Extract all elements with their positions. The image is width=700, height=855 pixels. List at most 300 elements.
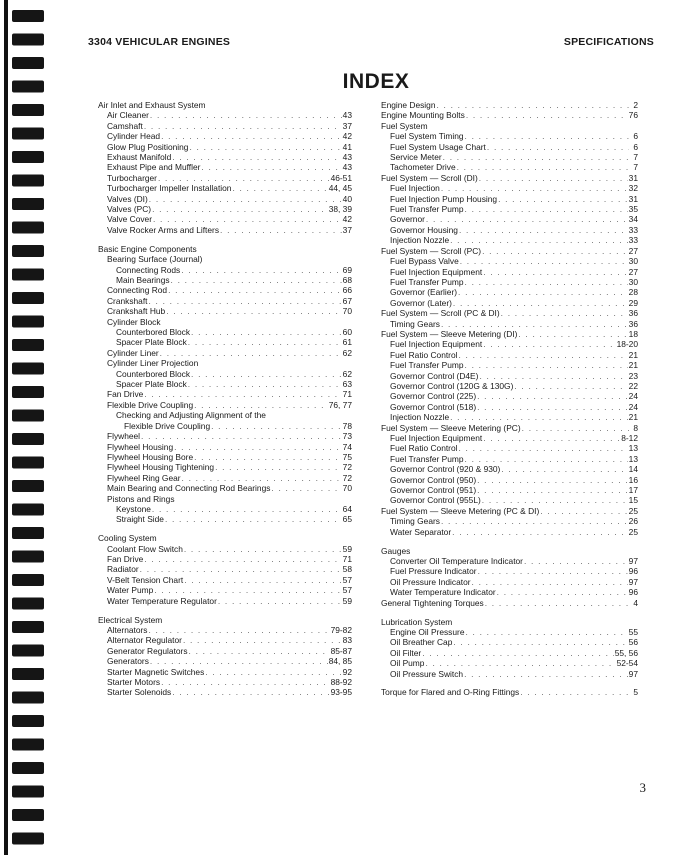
leader-dots xyxy=(518,329,627,339)
index-entry-page: 83 xyxy=(342,635,352,646)
index-entry xyxy=(381,381,638,391)
index-entry-page: 42 xyxy=(342,214,352,225)
index-entry xyxy=(98,656,352,666)
index-entry-label: Service Meter xyxy=(390,152,442,163)
leader-dots xyxy=(150,110,342,120)
leader-dots xyxy=(514,381,627,391)
index-entry xyxy=(98,442,352,452)
index-entry-label: Cylinder Liner Projection xyxy=(107,358,199,369)
index-entry-label: Oil Pump xyxy=(390,658,425,669)
index-entry-page: 7 xyxy=(633,152,638,163)
index-entry xyxy=(98,564,352,574)
index-entry-label: Main Bearings xyxy=(116,275,170,285)
leader-dots xyxy=(477,485,628,495)
index-entry-page: 18 xyxy=(628,328,638,339)
index-entry-page: 66 xyxy=(342,285,352,296)
index-entry xyxy=(98,585,352,595)
leader-dots xyxy=(149,296,342,306)
leader-dots xyxy=(472,577,628,587)
leader-dots xyxy=(141,431,342,441)
index-entry-label: Crankshaft xyxy=(107,295,148,306)
index-entry-label: Oil Filter xyxy=(390,647,422,658)
index-entry-label: Flexible Drive Coupling xyxy=(107,399,194,410)
index-entry-label: Fan Drive xyxy=(107,389,144,400)
index-entry xyxy=(98,431,352,441)
leader-dots xyxy=(158,173,330,183)
leader-dots xyxy=(194,400,328,410)
index-entry-label: Governor Control (225) xyxy=(390,391,477,402)
index-entry xyxy=(98,483,352,493)
leader-dots xyxy=(165,514,342,524)
index-entry-label: Flywheel Housing xyxy=(107,441,174,452)
index-entry-label: Cylinder Block xyxy=(107,316,161,327)
index-entry xyxy=(98,615,352,625)
index-entry xyxy=(98,173,352,183)
index-entry xyxy=(98,421,352,431)
index-entry-page: 70 xyxy=(342,483,352,494)
leader-dots xyxy=(144,554,341,564)
index-entry-label: Alternators xyxy=(107,625,148,635)
index-entry-page: 58 xyxy=(342,564,352,575)
index-entry-page: 2 xyxy=(633,100,638,110)
leader-dots xyxy=(201,162,341,172)
index-entry xyxy=(381,648,638,658)
index-entry-label: Water Separator xyxy=(390,526,452,537)
index-entry-label: Fuel Transfer Pump xyxy=(390,360,464,371)
index-entry-page: 69 xyxy=(342,264,352,275)
index-entry xyxy=(98,204,352,214)
index-entry-page: 61 xyxy=(342,337,352,348)
index-entry-label: Oil Breather Cap xyxy=(390,637,453,648)
index-entry xyxy=(98,358,352,368)
index-entry-label: Fuel System — Scroll (PC) xyxy=(381,245,482,256)
binding-ring xyxy=(12,104,44,116)
leader-dots xyxy=(160,348,342,358)
leader-dots xyxy=(453,298,628,308)
index-entry-page: 55 xyxy=(628,626,638,637)
index-entry-label: Engine Mounting Bolts xyxy=(381,110,465,121)
leader-dots xyxy=(218,596,342,606)
index-entry-page: 41 xyxy=(342,141,352,152)
index-entry xyxy=(98,452,352,462)
index-entry-page: 14 xyxy=(628,464,638,475)
leader-dots xyxy=(477,402,628,412)
leader-dots xyxy=(422,648,614,658)
leader-dots xyxy=(144,389,341,399)
binding-ring xyxy=(12,762,44,774)
binding-ring xyxy=(12,598,44,610)
index-entry-page: 27 xyxy=(628,245,638,256)
index-entry xyxy=(381,516,638,526)
index-entry-page: 30 xyxy=(628,256,638,267)
leader-dots xyxy=(154,585,341,595)
leader-dots xyxy=(149,625,330,635)
leader-dots xyxy=(149,194,342,204)
index-entry xyxy=(381,443,638,453)
index-entry-label: Water Temperature Regulator xyxy=(107,595,217,606)
binding-ring xyxy=(12,574,44,586)
index-entry xyxy=(98,306,352,316)
index-column-right xyxy=(381,100,638,698)
index-entry-label: Exhaust Pipe and Muffler xyxy=(107,162,201,173)
leader-dots xyxy=(215,462,342,472)
leader-dots xyxy=(498,194,628,204)
index-entry-label: Pistons and Rings xyxy=(107,493,175,504)
leader-dots xyxy=(182,473,342,483)
leader-dots xyxy=(483,433,620,443)
index-entry xyxy=(381,162,638,172)
binding-ring xyxy=(12,551,44,563)
index-entry-label: Lubrication System xyxy=(381,616,453,627)
index-entry xyxy=(381,627,638,637)
binding-ring xyxy=(12,292,44,304)
index-entry-label: Flywheel Housing Tightening xyxy=(107,462,215,473)
index-entry-label: Turbocharger xyxy=(107,172,157,183)
index-entry xyxy=(98,194,352,204)
index-entry-page: 44, 45 xyxy=(328,183,352,194)
leader-dots xyxy=(220,225,342,235)
leader-dots xyxy=(140,564,342,574)
index-entry-label: Valves (DI) xyxy=(107,193,148,204)
index-entry xyxy=(381,360,638,370)
index-entry-page: 42 xyxy=(342,131,352,142)
index-entry-label: Air Cleaner xyxy=(107,110,149,121)
index-entry-label: Governor Control (920 & 930) xyxy=(390,464,501,475)
index-entry-label: Spacer Plate Block xyxy=(116,337,187,348)
binding-ring xyxy=(12,715,44,727)
index-entry-page: 13 xyxy=(628,443,638,454)
index-entry xyxy=(381,475,638,485)
index-entry xyxy=(98,687,352,697)
index-entry-label: Injection Nozzle xyxy=(390,235,450,246)
leader-dots xyxy=(205,667,341,677)
leader-dots xyxy=(172,687,329,697)
index-entry-page: 15 xyxy=(628,495,638,506)
leader-dots xyxy=(457,162,629,172)
page-number: 3 xyxy=(639,780,646,795)
header-title: 3304 VEHICULAR ENGINES xyxy=(88,36,231,48)
leader-dots xyxy=(465,277,628,287)
index-entry-page: 27 xyxy=(628,266,638,277)
leader-dots xyxy=(271,483,341,493)
index-entry xyxy=(381,391,638,401)
index-entry-page: 7 xyxy=(633,162,638,173)
index-entry-page: 64 xyxy=(342,503,352,514)
index-entry xyxy=(98,410,352,420)
index-entry-label: Electrical System xyxy=(98,614,163,625)
index-entry-page: 28 xyxy=(628,287,638,298)
index-entry xyxy=(98,667,352,677)
index-entry-page: 8 xyxy=(633,422,638,433)
leader-dots xyxy=(478,566,628,576)
binding-ring xyxy=(12,692,44,704)
binding-ring xyxy=(12,316,44,328)
index-entry-label: Governor Control (955L) xyxy=(390,495,481,506)
index-entry-page: 46-51 xyxy=(330,172,352,183)
index-entry xyxy=(98,244,352,254)
index-entry xyxy=(98,131,352,141)
leader-dots xyxy=(152,204,328,214)
index-entry-label: Valve Rocker Arms and Lifters xyxy=(107,224,220,235)
index-entry-label: Fuel Injection Equipment xyxy=(390,433,483,443)
index-entry-page: 36 xyxy=(628,318,638,329)
index-entry-page: 76 xyxy=(628,110,638,121)
leader-dots xyxy=(477,475,628,485)
index-entry xyxy=(381,556,638,566)
index-entry-page: 55, 56 xyxy=(614,647,638,658)
index-entry-label: V-Belt Tension Chart xyxy=(107,574,184,585)
index-entry xyxy=(381,464,638,474)
index-entry xyxy=(98,142,352,152)
index-entry xyxy=(98,504,352,514)
index-entry-label: Alternator Regulator xyxy=(107,635,182,646)
index-entry xyxy=(381,246,638,256)
leader-dots xyxy=(441,516,628,526)
index-entry-label: Oil Pressure Switch xyxy=(390,668,464,679)
index-entry-label: Valves (PC) xyxy=(107,204,152,215)
index-entry xyxy=(381,194,638,204)
leader-dots xyxy=(460,256,628,266)
binding-ring xyxy=(12,410,44,422)
index-entry-page: 33 xyxy=(628,235,638,246)
index-entry xyxy=(381,371,638,381)
index-entry xyxy=(98,317,352,327)
index-entry xyxy=(381,225,638,235)
leader-dots xyxy=(183,635,342,645)
leader-dots xyxy=(483,267,627,277)
leader-dots xyxy=(465,627,627,637)
index-entry xyxy=(98,100,352,110)
index-entry-page: 78 xyxy=(342,420,352,431)
index-entry-page: 71 xyxy=(342,389,352,400)
index-entry-page: 71 xyxy=(342,554,352,565)
index-entry-label: Gauges xyxy=(381,545,411,556)
index-entry xyxy=(381,131,638,141)
index-entry xyxy=(381,152,638,162)
index-entry-page: 72 xyxy=(342,472,352,483)
leader-dots xyxy=(520,687,629,697)
index-entry-page: 23 xyxy=(628,370,638,381)
leader-dots xyxy=(191,369,342,379)
index-entry xyxy=(98,121,352,131)
leader-dots xyxy=(161,677,330,687)
index-entry xyxy=(98,214,352,224)
index-entry-label: Timing Gears xyxy=(390,318,440,329)
index-entry-page: 8-12 xyxy=(621,433,638,443)
index-entry-page: 25 xyxy=(628,526,638,537)
index-entry-label: Camshaft xyxy=(107,120,143,131)
index-entry-label: Fuel Injection Pump Housing xyxy=(390,193,498,204)
index-column-left xyxy=(98,100,352,698)
index-entry-label: Fuel Injection Equipment xyxy=(390,339,483,350)
binding-ring xyxy=(12,739,44,751)
index-entry-page: 37 xyxy=(342,120,352,131)
index-entry-label: Starter Solenoids xyxy=(107,687,172,698)
index-entry xyxy=(381,110,638,120)
index-entry xyxy=(381,142,638,152)
index-entry-page: 6 xyxy=(633,141,638,152)
index-entry-page: 13 xyxy=(628,453,638,464)
index-entry xyxy=(381,454,638,464)
index-entry xyxy=(98,379,352,389)
index-entry-page: 24 xyxy=(628,401,638,412)
index-entry-label: Governor (Later) xyxy=(390,297,452,308)
index-entry-page: 31 xyxy=(628,193,638,204)
binding-ring xyxy=(12,645,44,657)
index-entry xyxy=(98,275,352,285)
index-entry-label: Spacer Plate Block xyxy=(116,379,187,390)
spiral-binding xyxy=(0,0,56,855)
binding-ring xyxy=(12,57,44,69)
index-entry xyxy=(98,554,352,564)
leader-dots xyxy=(443,152,629,162)
index-entry-label: Fuel System Timing xyxy=(390,131,464,142)
index-entry-page: 43 xyxy=(342,152,352,163)
index-entry-page: 59 xyxy=(342,543,352,554)
leader-dots xyxy=(184,575,341,585)
index-entry xyxy=(381,214,638,224)
index-entry-label: Water Temperature Indicator xyxy=(390,587,496,598)
index-entry-label: Main Bearing and Connecting Rod Bearings xyxy=(107,483,271,494)
index-entry-label: Fuel System — Sleeve Metering (DI) xyxy=(381,328,518,339)
index-entry xyxy=(98,337,352,347)
index-entry-label: Governor Control (D4E) xyxy=(390,370,479,381)
index-entry-label: Flywheel Ring Gear xyxy=(107,472,181,483)
index-entry-page: 93-95 xyxy=(330,687,352,698)
index-entry xyxy=(98,544,352,554)
leader-dots xyxy=(466,110,628,120)
index-entry-label: Turbocharger Impeller Installation xyxy=(107,183,232,194)
index-entry-label: Valve Cover xyxy=(107,214,152,225)
leader-dots xyxy=(453,637,627,647)
binding-ring xyxy=(12,809,44,821)
binding-ring xyxy=(12,34,44,46)
index-entry-label: Engine Oil Pressure xyxy=(390,626,465,637)
index-entry-label: Fan Drive xyxy=(107,554,144,565)
index-entry-page: 97 xyxy=(628,576,638,587)
index-entry xyxy=(381,402,638,412)
index-entry-label: Exhaust Manifold xyxy=(107,152,172,163)
index-entry-label: Glow Plug Positioning xyxy=(107,141,189,152)
index-entry-page: 97 xyxy=(628,555,638,566)
index-entry-page: 37 xyxy=(342,224,352,235)
index-entry xyxy=(98,533,352,543)
index-entry-label: Fuel System — Sleeve Metering (PC) xyxy=(381,422,521,433)
index-entry-label: Bearing Surface (Journal) xyxy=(107,254,203,265)
index-entry-page: 21 xyxy=(628,360,638,371)
index-entry-label: Fuel Bypass Valve xyxy=(390,256,459,267)
leader-dots xyxy=(465,360,628,370)
binding-ring xyxy=(12,786,44,798)
index-entry-label: Counterbored Block xyxy=(116,368,191,379)
index-entry-label: Fuel Ratio Control xyxy=(390,443,458,454)
leader-dots xyxy=(522,423,629,433)
index-entry-label: Fuel Transfer Pump xyxy=(390,453,464,464)
index-entry xyxy=(381,100,638,110)
index-entry-page: 97 xyxy=(628,668,638,679)
leader-dots xyxy=(479,371,627,381)
binding-ring xyxy=(12,175,44,187)
index-entry xyxy=(381,669,638,679)
leader-dots xyxy=(501,464,627,474)
index-entry xyxy=(98,473,352,483)
index-entry xyxy=(381,235,638,245)
leader-dots xyxy=(497,587,628,597)
index-entry-label: Fuel Transfer Pump xyxy=(390,276,464,287)
index-entry-label: General Tightening Torques xyxy=(381,597,484,608)
index-entry-label: Keystone xyxy=(116,503,151,514)
index-entry-page: 43 xyxy=(342,162,352,173)
leader-dots xyxy=(450,235,628,245)
index-entry xyxy=(381,412,638,422)
index-entry-page: 85-87 xyxy=(330,645,352,656)
index-entry xyxy=(381,495,638,505)
index-entry-label: Cooling System xyxy=(98,533,157,544)
leader-dots xyxy=(184,544,342,554)
binding-ring xyxy=(12,339,44,351)
index-entry-label: Checking and Adjusting Alignment of the xyxy=(116,410,266,421)
index-entry xyxy=(98,514,352,524)
leader-dots xyxy=(464,669,628,679)
index-entry xyxy=(381,566,638,576)
index-entry-page: 34 xyxy=(628,214,638,225)
index-entry xyxy=(98,296,352,306)
index-entry xyxy=(381,173,638,183)
index-entry-page: 75 xyxy=(342,451,352,462)
leader-dots xyxy=(441,319,628,329)
index-entry-label: Oil Pressure Indicator xyxy=(390,576,471,587)
index-entry-label: Flexible Drive Coupling xyxy=(124,420,211,431)
index-entry-label: Governor Housing xyxy=(390,224,458,235)
index-entry-label: Engine Design xyxy=(381,100,436,110)
index-entry xyxy=(381,485,638,495)
leader-dots xyxy=(458,287,628,297)
index-entry-page: 5 xyxy=(633,687,638,698)
binding-ring xyxy=(12,504,44,516)
leader-dots xyxy=(161,131,342,141)
leader-dots xyxy=(168,285,342,295)
index-entry xyxy=(381,658,638,668)
index-entry-label: Governor Control (518) xyxy=(390,401,477,412)
index-entry-label: Generators xyxy=(107,656,149,667)
index-entry-page: 72 xyxy=(342,462,352,473)
leader-dots xyxy=(181,265,341,275)
index-entry-label: Radiator xyxy=(107,564,139,575)
leader-dots xyxy=(459,225,628,235)
index-entry-page: 92 xyxy=(342,666,352,677)
index-entry xyxy=(98,183,352,193)
index-entry-page: 96 xyxy=(628,566,638,577)
index-entry xyxy=(98,389,352,399)
leader-dots xyxy=(171,275,342,285)
index-entry-label: Torque for Flared and O-Ring Fittings xyxy=(381,687,520,698)
index-entry xyxy=(381,319,638,329)
index-entry-page: 29 xyxy=(628,297,638,308)
index-entry-label: Straight Side xyxy=(116,514,164,525)
leader-dots xyxy=(188,379,342,389)
index-entry-page: 6 xyxy=(633,131,638,142)
index-entry-page: 84, 85 xyxy=(328,656,352,667)
leader-dots xyxy=(465,131,629,141)
index-entry-page: 21 xyxy=(628,349,638,360)
binding-ring xyxy=(12,245,44,257)
index-entry xyxy=(98,152,352,162)
leader-dots xyxy=(232,183,327,193)
binding-ring xyxy=(12,128,44,140)
index-entry xyxy=(381,298,638,308)
leader-dots xyxy=(477,391,628,401)
index-entry xyxy=(381,308,638,318)
